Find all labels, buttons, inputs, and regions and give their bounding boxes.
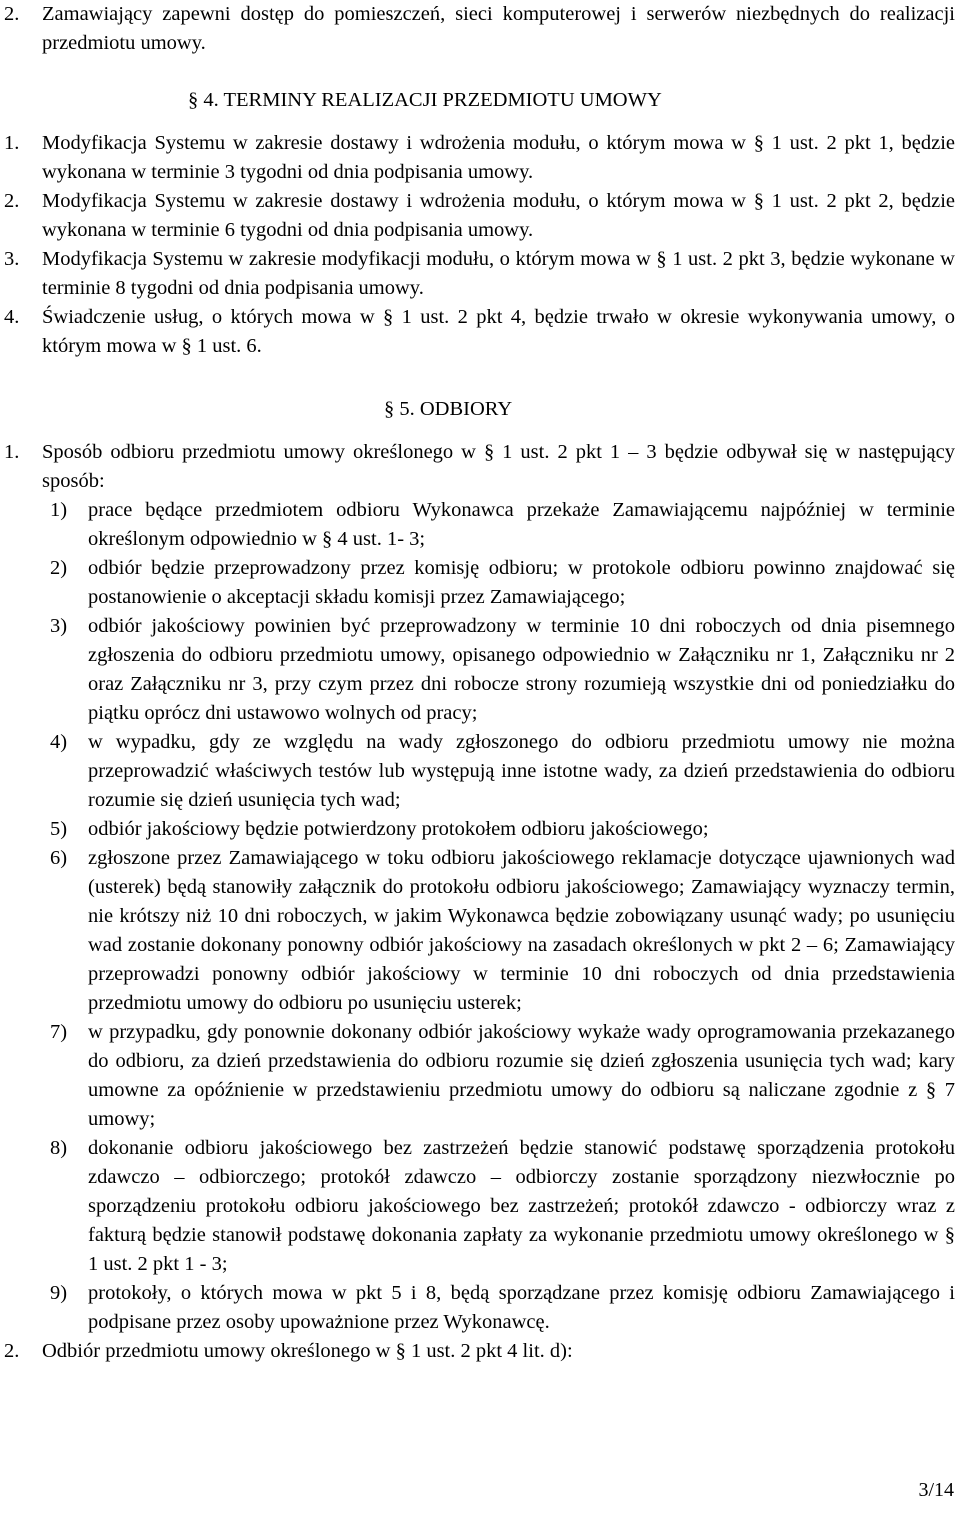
item-text: Sposób odbioru przedmiotu umowy określonego w § 1 ust. 2 pkt 1 – 3 będzie odbywał się w następujący sposób: <box>42 441 955 492</box>
page-number: 3/14 <box>918 1479 954 1501</box>
section-5-item-2 <box>0 1337 955 1366</box>
section-4-item-1 <box>0 129 955 187</box>
subitem-1 <box>0 496 955 554</box>
subitem-number: 6) <box>50 847 68 869</box>
item-text: Modyfikacja Systemu w zakresie dostawy i wdrożenia modułu, o którym mowa w § 1 ust. 2 pkt 1, będzie wykonana w terminie 3 tygodni od dnia podpisania umowy. <box>42 132 955 183</box>
subitem-5 <box>0 815 955 844</box>
subitem-number: 3) <box>50 615 68 637</box>
item-text: Odbiór przedmiotu umowy określonego w § 1 ust. 2 pkt 4 lit. d): <box>42 1340 573 1362</box>
section-4-heading: § 4. TERMINY REALIZACJI PRZEDMIOTU UMOWY <box>188 89 662 111</box>
subitem-text: prace będące przedmiotem odbioru Wykonawca przekaże Zamawiającemu najpóźniej w terminie określonym odpowiednio w § 4 ust. 1- 3; <box>88 499 955 550</box>
section-4-list <box>0 129 955 361</box>
subitem-text: odbiór jakościowy powinien być przeprowadzony w terminie 10 dni roboczych od dnia pisemnego zgłoszenia do odbioru przedmiotu umowy, opisanego odpowiednio w Załączniku nr 1, Załączniku nr 2 oraz Załączniku nr 3, przy czym przez dni robocze strony rozumieją wszystkie dni od poniedziałku do piątku oprócz dni ustawowo wolnych od pracy; <box>88 615 955 724</box>
subitem-2 <box>0 554 955 612</box>
item-number: 3. <box>4 248 20 270</box>
subitem-text: odbiór jakościowy będzie potwierdzony protokołem odbioru jakościowego; <box>88 818 709 840</box>
intro-clause <box>0 0 955 58</box>
section-5-heading: § 5. ODBIORY <box>384 398 513 420</box>
item-number: 2. <box>4 1340 20 1362</box>
subitem-number: 8) <box>50 1137 68 1159</box>
subitem-text: odbiór będzie przeprowadzony przez komisję odbioru; w protokole odbioru powinno znajdować się postanowienie o akceptacji składu komisji przez Zamawiającego; <box>88 557 955 608</box>
subitem-8 <box>0 1134 955 1279</box>
subitem-number: 2) <box>50 557 68 579</box>
subitem-text: w wypadku, gdy ze względu na wady zgłoszonego do odbioru przedmiotu umowy nie można przeprowadzić właściwych testów lub występują inne istotne wady, za dzień przedstawienia do odbioru rozumie się dzień usunięcia tych wad; <box>88 731 955 811</box>
subitem-text: zgłoszone przez Zamawiającego w toku odbioru jakościowego reklamacje dotyczące ujawnionych wad (usterek) będą stanowiły załącznik do protokołu odbioru jakościowego; Zamawiający wyznaczy termin, nie krótszy niż 10 dni roboczych, w jakim Wykonawca będzie zobowiązany usunąć wady; po usunięciu wad zostanie dokonany ponowny odbiór jakościowy na zasadach określonych w pkt 2 – 6; Zamawiający przeprowadzi ponowny odbiór jakościowy w terminie 10 dni roboczych od dnia przedstawienia przedmiotu umowy do odbioru po usunięciu usterek; <box>88 847 955 1014</box>
subitem-text: protokoły, o których mowa w pkt 5 i 8, będą sporządzane przez komisję odbioru Zamawiającego i podpisane przez osoby upoważnione przez Wykonawcę. <box>88 1282 955 1333</box>
clause-number: 2. <box>4 3 20 25</box>
item-number: 2. <box>4 190 20 212</box>
subitem-7 <box>0 1018 955 1134</box>
subitem-number: 4) <box>50 731 68 753</box>
item-text: Modyfikacja Systemu w zakresie modyfikacji modułu, o którym mowa w § 1 ust. 2 pkt 3, będzie wykonane w terminie 8 tygodni od dnia podpisania umowy. <box>42 248 955 299</box>
subitem-3 <box>0 612 955 728</box>
subitem-text: dokonanie odbioru jakościowego bez zastrzeżeń będzie stanowić podstawę sporządzenia protokołu zdawczo – odbiorczego; protokół zdawczo – odbiorczy zostanie sporządzony niezwłocznie po sporządzeniu protokołu odbioru jakościowego bez zastrzeżeń; protokół zdawczo - odbiorczy wraz z fakturą będzie stanowił podstawę dokonania zapłaty za wykonanie przedmiotu umowy określonego w § 1 ust. 2 pkt 1 - 3; <box>88 1137 955 1275</box>
section-5-item-1 <box>0 438 955 496</box>
item-text: Modyfikacja Systemu w zakresie dostawy i wdrożenia modułu, o którym mowa w § 1 ust. 2 pkt 2, będzie wykonana w terminie 6 tygodni od dnia podpisania umowy. <box>42 190 955 241</box>
subitem-9 <box>0 1279 955 1337</box>
subitem-number: 1) <box>50 499 68 521</box>
section-5-list <box>0 438 955 1366</box>
item-text: Świadczenie usług, o których mowa w § 1 ust. 2 pkt 4, będzie trwało w okresie wykonywania umowy, o którym mowa w § 1 ust. 6. <box>42 306 955 357</box>
subitem-4 <box>0 728 955 815</box>
clause-text: Zamawiający zapewni dostęp do pomieszczeń, sieci komputerowej i serwerów niezbędnych do realizacji przedmiotu umowy. <box>42 3 955 54</box>
subitem-number: 7) <box>50 1021 68 1043</box>
item-number: 4. <box>4 306 20 328</box>
subitem-text: w przypadku, gdy ponownie dokonany odbiór jakościowy wykaże wady oprogramowania przekazanego do odbioru, za dzień przedstawienia do odbioru rozumie się dzień zgłoszenia usunięcia tych wad; kary umowne za opóźnienie w przedstawieniu przedmiotu umowy do odbioru są naliczane zgodnie z § 7 umowy; <box>88 1021 955 1130</box>
clause-row <box>0 0 955 58</box>
section-4-item-4 <box>0 303 955 361</box>
item-number: 1. <box>4 132 20 154</box>
section-4-item-3 <box>0 245 955 303</box>
subitem-number: 5) <box>50 818 68 840</box>
item-number: 1. <box>4 441 20 463</box>
section-4-item-2 <box>0 187 955 245</box>
subitem-number: 9) <box>50 1282 68 1304</box>
subitem-6 <box>0 844 955 1018</box>
